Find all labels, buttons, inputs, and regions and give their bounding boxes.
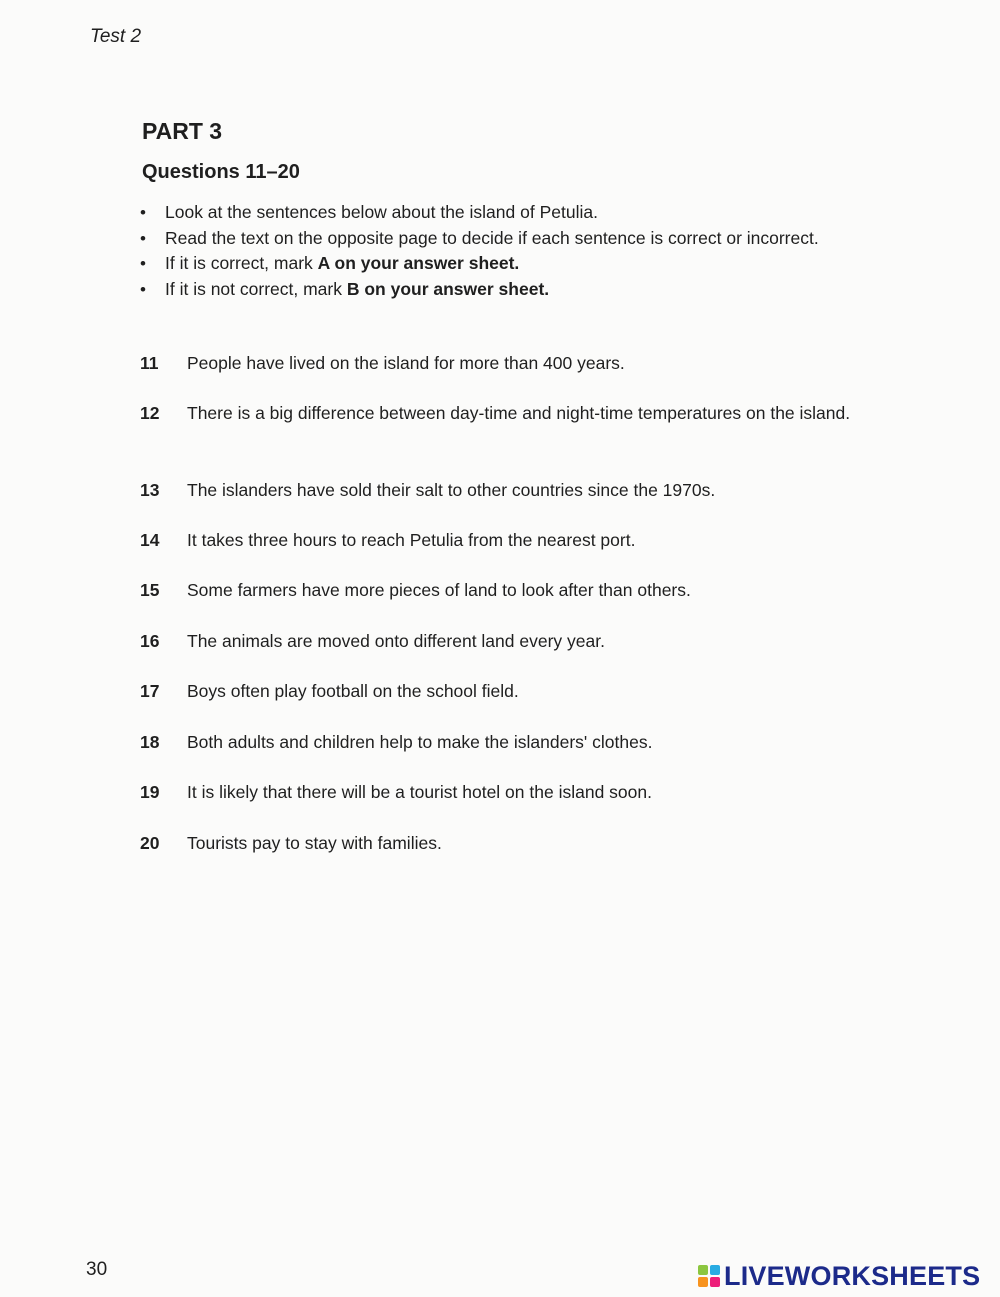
question-text: Boys often play football on the school field. bbox=[187, 681, 519, 701]
question-text: There is a big difference between day-time and night-time temperatures on the island. bbox=[187, 403, 851, 423]
question-number: 12 bbox=[140, 403, 160, 423]
instruction-text: If it is not correct, mark bbox=[165, 278, 347, 299]
question-number: 19 bbox=[140, 782, 160, 802]
instruction-item bbox=[140, 200, 819, 226]
question-text: Tourists pay to stay with families. bbox=[187, 833, 442, 853]
question-text: It is likely that there will be a tourist hotel on the island soon. bbox=[187, 782, 652, 802]
question-text: People have lived on the island for more than 400 years. bbox=[187, 353, 625, 373]
instruction-item bbox=[140, 251, 819, 277]
instruction-item bbox=[140, 277, 819, 303]
bullet-icon: • bbox=[140, 228, 146, 248]
bullet-icon: • bbox=[140, 279, 146, 299]
question-number: 20 bbox=[140, 833, 160, 853]
bullet-icon: • bbox=[140, 254, 146, 273]
part-title: PART 3 bbox=[142, 118, 223, 144]
question-number: 18 bbox=[140, 732, 160, 752]
brand-name: LIVEWORKSHEETS bbox=[724, 1261, 981, 1291]
question-text: The animals are moved onto different land every year. bbox=[187, 631, 605, 651]
question-text: Some farmers have more pieces of land to look after than others. bbox=[187, 580, 691, 600]
question-text: Both adults and children help to make the islanders' clothes. bbox=[187, 732, 653, 752]
instruction-text: Look at the sentences below about the island of Petulia. bbox=[165, 202, 598, 222]
instruction-bold: A on your answer sheet. bbox=[317, 253, 520, 273]
instruction-item bbox=[140, 226, 819, 252]
liveworksheets-logo bbox=[698, 1261, 980, 1291]
logo-square-blue bbox=[710, 1265, 720, 1275]
logo-square-green bbox=[698, 1265, 708, 1275]
question-number: 11 bbox=[140, 353, 159, 373]
liveworksheets-icon bbox=[698, 1265, 720, 1287]
instruction-text: Read the text on the opposite page to decide if each sentence is correct or incorrect. bbox=[165, 227, 819, 248]
logo-square-orange bbox=[698, 1277, 708, 1287]
question-number: 15 bbox=[140, 580, 160, 600]
question-text: It takes three hours to reach Petulia from the nearest port. bbox=[187, 530, 636, 550]
instruction-bold: B on your answer sheet. bbox=[346, 278, 550, 299]
instructions-list bbox=[140, 200, 819, 302]
question-number: 14 bbox=[140, 530, 160, 550]
question-number: 16 bbox=[140, 631, 160, 651]
question-number: 17 bbox=[140, 681, 160, 701]
instruction-text: If it is correct, mark bbox=[165, 253, 318, 273]
question-text: The islanders have sold their salt to other countries since the 1970s. bbox=[187, 480, 716, 500]
logo-square-pink bbox=[710, 1277, 720, 1287]
questions-range: Questions 11–20 bbox=[142, 161, 300, 183]
bullet-icon: • bbox=[140, 203, 146, 222]
page-number: 30 bbox=[86, 1259, 108, 1280]
header-test-label: Test 2 bbox=[90, 26, 142, 47]
question-number: 13 bbox=[140, 480, 160, 500]
